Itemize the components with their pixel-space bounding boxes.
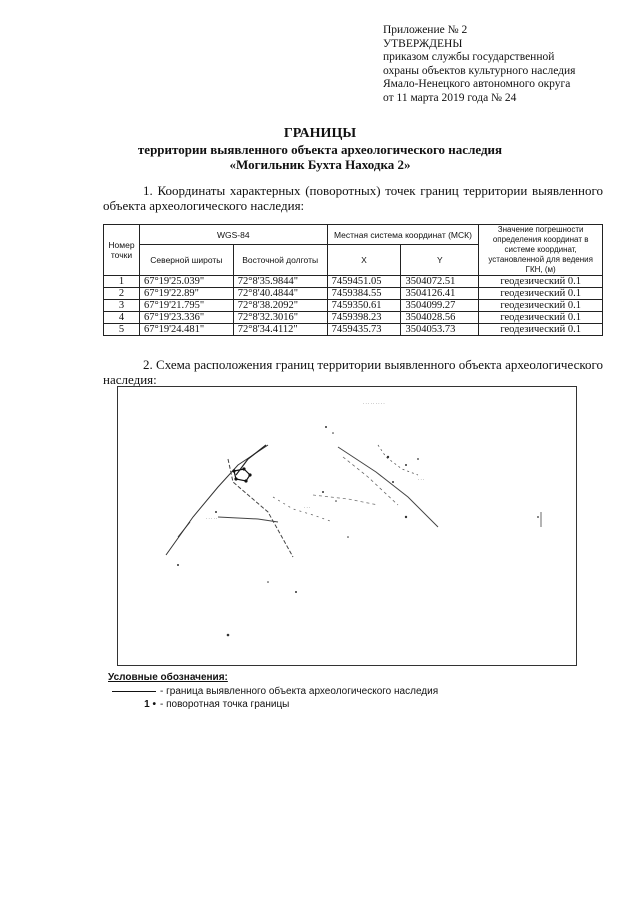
table-row bbox=[104, 300, 603, 312]
survey-marks bbox=[177, 426, 539, 636]
point-symbol: 1 • bbox=[144, 699, 156, 710]
header-line: УТВЕРЖДЕНЫ bbox=[383, 37, 463, 50]
header-line: приказом службы государственной bbox=[383, 51, 555, 63]
contour-line bbox=[166, 445, 268, 555]
col-header-accuracy: Значение погрешности определения координат в системе координат, установленной для ведения ГКН, (м) bbox=[479, 225, 603, 276]
col-header-local: Местная система координат (МСК) bbox=[327, 225, 479, 245]
cell-accuracy: геодезический 0.1 bbox=[479, 300, 603, 312]
col-header-wgs: WGS-84 bbox=[139, 225, 327, 245]
cell-point-no: 5 bbox=[104, 324, 140, 336]
svg-text:· · ·: · · · bbox=[304, 505, 311, 510]
contour-line bbox=[313, 495, 378, 505]
cell-point-no: 3 bbox=[104, 300, 140, 312]
cell-accuracy: геодезический 0.1 bbox=[479, 324, 603, 336]
cell-x: 7459451.05 bbox=[327, 276, 401, 288]
cell-lon: 72°8'35.9844" bbox=[233, 276, 327, 288]
contour-line bbox=[178, 522, 190, 537]
boundary-point bbox=[242, 467, 245, 470]
contour-line bbox=[228, 459, 293, 557]
table-row bbox=[104, 276, 603, 288]
cell-lon: 72°8'40.4844" bbox=[233, 288, 327, 300]
cell-x: 7459384.55 bbox=[327, 288, 401, 300]
col-header-lat: Северной широты bbox=[139, 245, 233, 276]
cell-accuracy: геодезический 0.1 bbox=[479, 276, 603, 288]
contour-line bbox=[343, 457, 398, 505]
cell-point-no: 2 bbox=[104, 288, 140, 300]
col-header-lon: Восточной долготы bbox=[233, 245, 327, 276]
cell-lon: 72°8'38.2092" bbox=[233, 300, 327, 312]
header-line: охраны объектов культурного наследия bbox=[383, 64, 576, 77]
svg-text:· · ·: · · · bbox=[418, 477, 425, 482]
svg-text:· · · · ·: · · · · · bbox=[206, 516, 218, 521]
legend-title: Условные обозначения: bbox=[108, 672, 228, 683]
approval-header bbox=[383, 24, 633, 105]
contour-line bbox=[218, 517, 278, 522]
title-line-2: территории выявленного объекта археологического наследия bbox=[137, 141, 503, 157]
map-drawing bbox=[118, 387, 576, 665]
site-scheme-map bbox=[117, 386, 577, 666]
table-row bbox=[104, 288, 603, 300]
legend-item-point bbox=[108, 699, 289, 710]
cell-accuracy: геодезический 0.1 bbox=[479, 288, 603, 300]
cell-lat: 67°19'23.336" bbox=[139, 312, 233, 324]
header-line: Приложение № 2 bbox=[383, 24, 468, 36]
cell-x: 7459435.73 bbox=[327, 324, 401, 336]
table-row bbox=[104, 312, 603, 324]
boundary-point bbox=[234, 477, 237, 480]
contour-line bbox=[378, 445, 418, 475]
cell-x: 7459398.23 bbox=[327, 312, 401, 324]
cell-lat: 67°19'22.89" bbox=[139, 288, 233, 300]
cell-y: 3504126.41 bbox=[401, 288, 479, 300]
legend-label: - граница выявленного объекта археологического наследия bbox=[160, 686, 439, 697]
header-line: от 11 марта 2019 года № 24 bbox=[383, 91, 517, 104]
cell-lat: 67°19'21.795" bbox=[139, 300, 233, 312]
title-line-1: ГРАНИЦЫ bbox=[283, 126, 357, 141]
cell-y: 3504028.56 bbox=[401, 312, 479, 324]
cell-lat: 67°19'25.039" bbox=[139, 276, 233, 288]
table-row bbox=[104, 324, 603, 336]
col-header-y: Y bbox=[401, 245, 479, 276]
cell-y: 3504053.73 bbox=[401, 324, 479, 336]
cell-lon: 72°8'34.4112" bbox=[233, 324, 327, 336]
boundary-point bbox=[244, 479, 247, 482]
cell-y: 3504099.27 bbox=[401, 300, 479, 312]
boundary-point bbox=[232, 469, 235, 472]
header-line: Ямало-Ненецкого автономного округа bbox=[383, 78, 571, 90]
document-title bbox=[0, 126, 640, 173]
cell-accuracy: геодезический 0.1 bbox=[479, 312, 603, 324]
svg-text:· · · · · · · · ·: · · · · · · · · · bbox=[363, 401, 385, 406]
boundary-line-swatch bbox=[112, 691, 156, 692]
legend-item-boundary bbox=[108, 686, 438, 697]
section-2-text: 2. Схема расположения границ территории выявленного объекта археологического наследия: bbox=[103, 357, 603, 387]
col-header-point-no: Номер точки bbox=[104, 225, 140, 276]
boundary-point bbox=[248, 473, 251, 476]
legend-label: - поворотная точка границы bbox=[160, 699, 290, 710]
cell-lat: 67°19'24.481" bbox=[139, 324, 233, 336]
section-1-text: 1. Координаты характерных (поворотных) точек границ территории выявленного объекта археологического наследия: bbox=[103, 183, 603, 213]
cell-y: 3504072.51 bbox=[401, 276, 479, 288]
cell-point-no: 1 bbox=[104, 276, 140, 288]
cell-point-no: 4 bbox=[104, 312, 140, 324]
col-header-x: X bbox=[327, 245, 401, 276]
cell-x: 7459350.61 bbox=[327, 300, 401, 312]
cell-lon: 72°8'32.3016" bbox=[233, 312, 327, 324]
title-line-3: «Могильник Бухта Находка 2» bbox=[229, 157, 411, 172]
contour-line bbox=[273, 497, 333, 522]
coordinates-table bbox=[103, 224, 603, 336]
contour-line bbox=[338, 447, 438, 527]
